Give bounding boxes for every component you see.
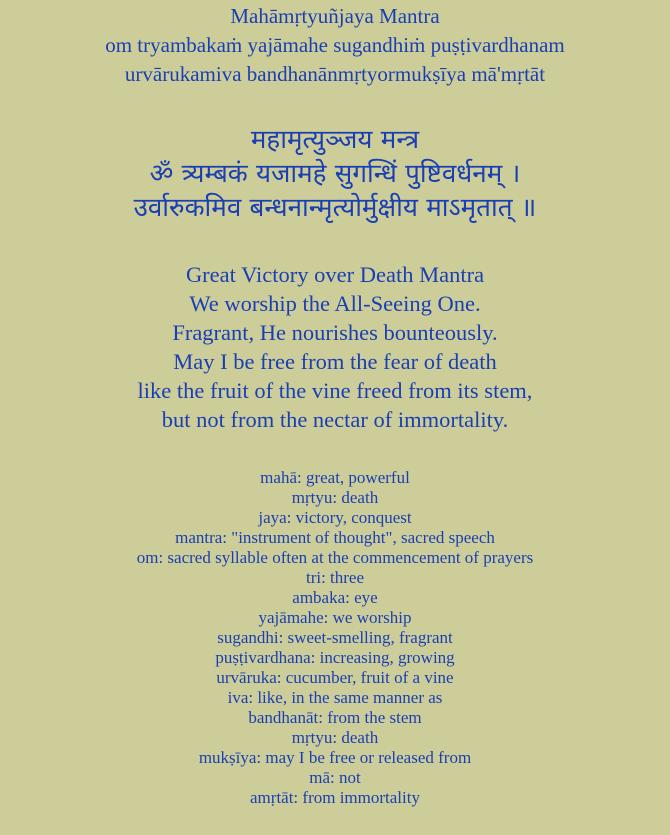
glossary-item: urvāruka: cucumber, fruit of a vine xyxy=(216,668,454,687)
devanagari-title: महामृत्युञ्जय मन्त्र xyxy=(250,125,420,155)
glossary-item: bandhanāt: from the stem xyxy=(248,708,422,727)
glossary-item: mṛtyu: death xyxy=(291,488,379,507)
transliteration-block xyxy=(0,2,670,89)
glossary-item: tri: three xyxy=(305,568,365,587)
glossary-item: mantra: "instrument of thought", sacred speech xyxy=(175,528,495,547)
glossary-item: ambaka: eye xyxy=(292,588,378,607)
glossary-item: mā: not xyxy=(309,768,361,787)
glossary-item: amṛtāt: from immortality xyxy=(250,788,420,807)
translation-line: Fragrant, He nourishes bounteously. xyxy=(172,320,498,345)
transliteration-line-2: urvārukamiva bandhanānmṛtyormukṣīya mā'mṛtāt xyxy=(124,62,546,86)
glossary-item: iva: like, in the same manner as xyxy=(227,688,443,707)
translation-line: We worship the All-Seeing One. xyxy=(189,291,481,316)
transliteration-title: Mahāmṛtyuñjaya Mantra xyxy=(230,4,440,28)
glossary-item: om: sacred syllable often at the commencement of prayers xyxy=(136,548,534,567)
glossary-item: sugandhi: sweet-smelling, fragrant xyxy=(217,628,453,647)
translation-block xyxy=(0,260,670,434)
translation-line: May I be free from the fear of death xyxy=(173,349,497,374)
devanagari-line-1: ॐ त्र्यम्बकं यजामहे सुगन्धिं पुष्टिवर्धनम् । xyxy=(149,159,521,189)
translation-line: like the fruit of the vine freed from its stem, xyxy=(137,378,533,403)
glossary-item: puṣṭivardhana: increasing, growing xyxy=(215,648,455,667)
devanagari-block xyxy=(0,123,670,225)
devanagari-line-2: उर्वारुकमिव बन्धनान्मृत्योर्मुक्षीय माऽमृतात् ॥ xyxy=(133,193,537,223)
glossary-item: mṛtyu: death xyxy=(291,728,379,747)
translation-title: Great Victory over Death Mantra xyxy=(185,262,485,287)
translation-line: but not from the nectar of immortality. xyxy=(161,407,509,432)
glossary-list xyxy=(0,468,670,808)
glossary-item: mahā: great, powerful xyxy=(260,468,410,487)
transliteration-line-1: om tryambakaṁ yajāmahe sugandhiṁ puṣṭivardhanam xyxy=(105,33,565,57)
glossary-item: mukṣīya: may I be free or released from xyxy=(198,748,472,767)
glossary-item: yajāmahe: we worship xyxy=(258,608,412,627)
glossary-item: jaya: victory, conquest xyxy=(258,508,412,527)
